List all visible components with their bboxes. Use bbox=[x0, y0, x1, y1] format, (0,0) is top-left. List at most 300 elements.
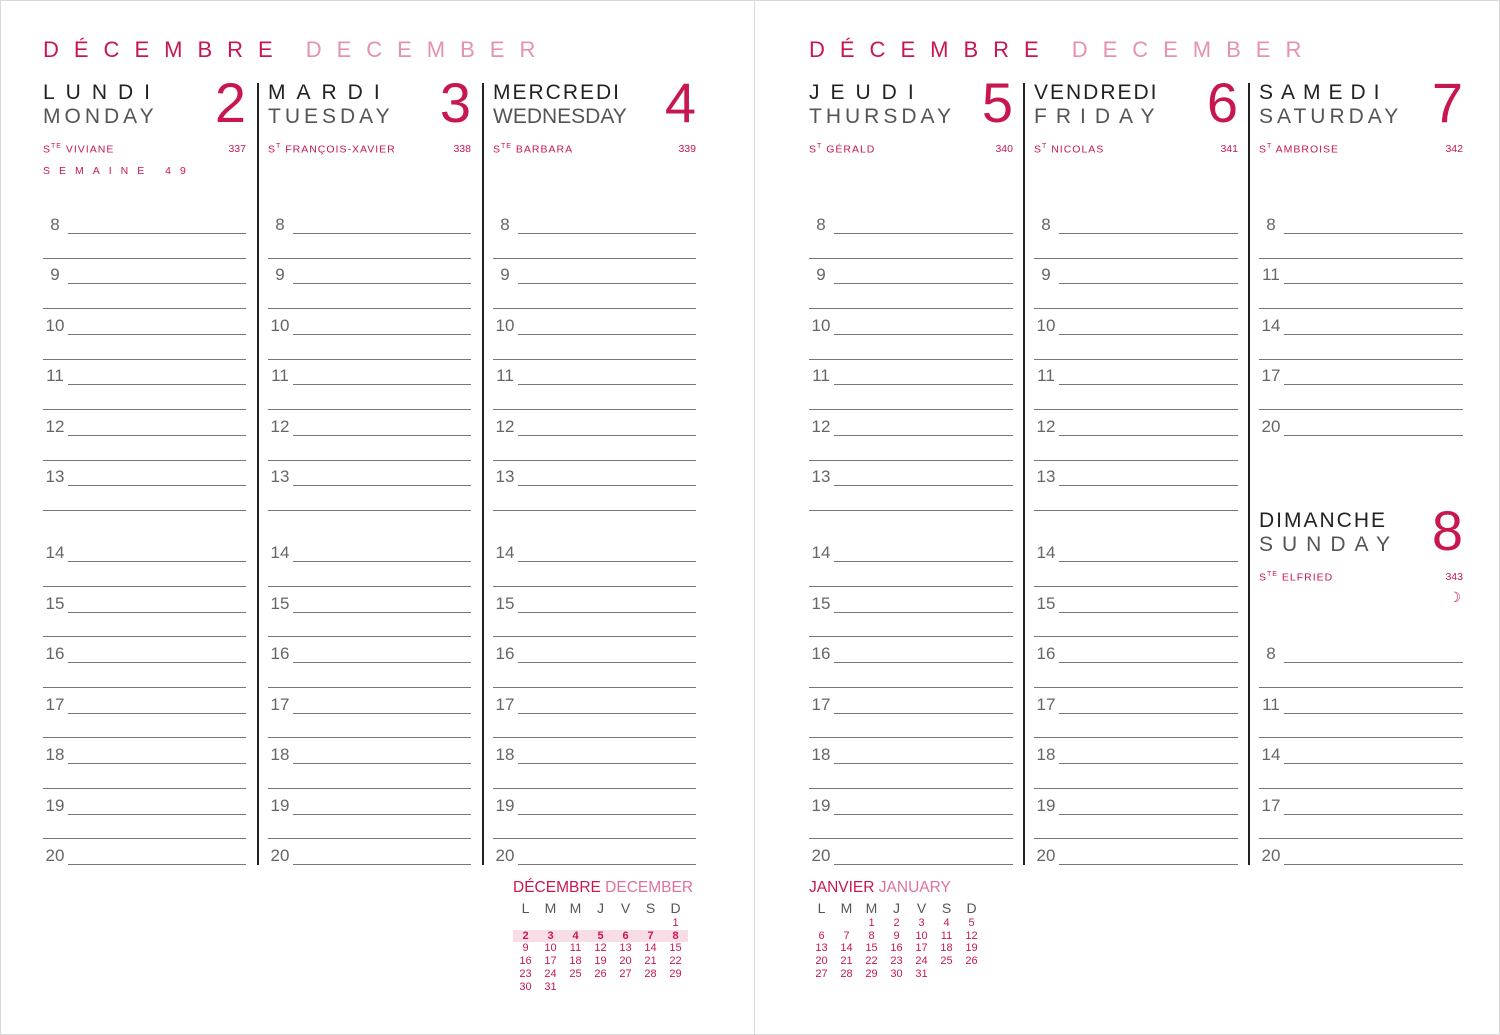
writing-line bbox=[834, 763, 1013, 764]
hour-row[interactable] bbox=[268, 588, 471, 613]
hour-row[interactable] bbox=[268, 310, 471, 335]
hour-row[interactable] bbox=[43, 840, 246, 865]
hour-row[interactable] bbox=[493, 360, 696, 385]
hour-row[interactable] bbox=[43, 310, 246, 335]
hour-row[interactable] bbox=[809, 209, 1013, 234]
hour-row[interactable] bbox=[1259, 638, 1463, 663]
weekday-header: V bbox=[916, 900, 927, 916]
calendar-day: 20 bbox=[619, 955, 632, 968]
calendar-day bbox=[638, 917, 663, 930]
writing-line bbox=[68, 612, 246, 613]
half-hour-line bbox=[1259, 788, 1463, 789]
hour-label: 14 bbox=[811, 543, 831, 562]
calendar-day: 11 bbox=[569, 942, 582, 955]
writing-line bbox=[1059, 814, 1238, 815]
hour-row[interactable] bbox=[1034, 209, 1238, 234]
hour-label: 12 bbox=[1036, 417, 1056, 436]
half-hour-line bbox=[809, 737, 1013, 738]
hour-row[interactable] bbox=[43, 537, 246, 562]
hour-row[interactable] bbox=[809, 790, 1013, 815]
calendar-day: 19 bbox=[594, 955, 607, 968]
half-hour-line bbox=[268, 838, 471, 839]
hour-label: 17 bbox=[811, 695, 831, 714]
half-hour-line bbox=[43, 687, 246, 688]
hour-row[interactable] bbox=[1034, 310, 1238, 335]
weekday-header: J bbox=[597, 900, 604, 916]
half-hour-line bbox=[268, 409, 471, 410]
hour-label: 20 bbox=[1036, 846, 1056, 865]
half-hour-line bbox=[1034, 636, 1238, 637]
half-hour-line bbox=[1034, 687, 1238, 688]
day-name-fr: SAMEDI bbox=[1259, 81, 1388, 104]
writing-line bbox=[293, 233, 471, 234]
hour-row[interactable] bbox=[268, 259, 471, 284]
calendar-day: 2 bbox=[513, 930, 538, 943]
calendar-day: 30 bbox=[890, 967, 903, 980]
day-name-fr: VENDREDI bbox=[1034, 81, 1159, 104]
hour-row[interactable] bbox=[493, 588, 696, 613]
half-hour-line bbox=[493, 586, 696, 587]
writing-line bbox=[518, 435, 696, 436]
hour-label: 8 bbox=[50, 215, 60, 234]
calendar-day: 13 bbox=[815, 942, 828, 955]
half-hour-line bbox=[43, 308, 246, 309]
writing-line bbox=[293, 561, 471, 562]
hour-label: 10 bbox=[811, 316, 831, 335]
saint-name: $S^{TE}$ VIVIANE bbox=[43, 143, 115, 156]
half-hour-line bbox=[809, 460, 1013, 461]
half-hour-line bbox=[809, 510, 1013, 511]
hour-row[interactable] bbox=[268, 739, 471, 764]
hour-row[interactable] bbox=[268, 840, 471, 865]
hour-row[interactable] bbox=[43, 411, 246, 436]
half-hour-line bbox=[1259, 409, 1463, 410]
calendar-day: 23 bbox=[519, 967, 532, 980]
day-of-year: 341 bbox=[1220, 143, 1238, 155]
half-hour-line bbox=[43, 737, 246, 738]
hour-label: 20 bbox=[270, 846, 290, 865]
half-hour-line bbox=[1034, 737, 1238, 738]
calendar-week bbox=[809, 930, 984, 943]
hour-row[interactable] bbox=[809, 638, 1013, 663]
hour-row[interactable] bbox=[268, 360, 471, 385]
hour-row[interactable] bbox=[268, 411, 471, 436]
writing-line bbox=[1284, 662, 1463, 663]
hour-label: 19 bbox=[45, 796, 65, 815]
writing-line bbox=[68, 283, 246, 284]
hour-row[interactable] bbox=[43, 259, 246, 284]
calendar-day: 10 bbox=[915, 929, 928, 942]
saint-name: $S^T$ AMBROISE bbox=[1259, 143, 1340, 156]
calendar-day: 21 bbox=[644, 955, 657, 968]
day-header-wednesday bbox=[493, 71, 696, 201]
half-hour-line bbox=[809, 359, 1013, 360]
hour-label: 20 bbox=[45, 846, 65, 865]
hour-row[interactable] bbox=[268, 790, 471, 815]
hour-row[interactable] bbox=[493, 209, 696, 234]
writing-line bbox=[1059, 334, 1238, 335]
hour-row[interactable] bbox=[43, 360, 246, 385]
day-number: 8 bbox=[1431, 499, 1463, 562]
calendar-day: 15 bbox=[669, 942, 682, 955]
hour-row[interactable] bbox=[268, 537, 471, 562]
writing-line bbox=[518, 864, 696, 865]
hour-row[interactable] bbox=[1034, 840, 1238, 865]
day-of-year: 342 bbox=[1445, 143, 1463, 155]
half-hour-line bbox=[493, 788, 696, 789]
hour-row[interactable] bbox=[809, 360, 1013, 385]
half-hour-line bbox=[493, 737, 696, 738]
writing-line bbox=[68, 233, 246, 234]
hour-row[interactable] bbox=[809, 840, 1013, 865]
half-hour-line bbox=[268, 460, 471, 461]
day-name-fr: DIMANCHE bbox=[1259, 509, 1388, 532]
hour-row[interactable] bbox=[1034, 360, 1238, 385]
hour-label: 9 bbox=[500, 265, 510, 284]
calendar-day: 7 bbox=[843, 929, 850, 942]
hour-row[interactable] bbox=[493, 461, 696, 486]
day-name-fr: JEUDI bbox=[809, 81, 925, 104]
calendar-day bbox=[834, 917, 859, 930]
hour-label: 17 bbox=[1261, 796, 1281, 815]
hour-label: 14 bbox=[45, 543, 65, 562]
calendar-day: 16 bbox=[519, 955, 532, 968]
calendar-day: 27 bbox=[619, 967, 632, 980]
hour-row[interactable] bbox=[43, 689, 246, 714]
half-hour-line bbox=[1034, 409, 1238, 410]
weekday-header: M bbox=[544, 900, 557, 916]
writing-line bbox=[834, 662, 1013, 663]
saint-name: $S^T$ GÉRALD bbox=[809, 143, 876, 156]
hour-row[interactable] bbox=[1034, 739, 1238, 764]
hour-row[interactable] bbox=[809, 411, 1013, 436]
hour-row[interactable] bbox=[1034, 411, 1238, 436]
hour-row[interactable] bbox=[1259, 360, 1463, 385]
hour-label: 18 bbox=[495, 745, 515, 764]
writing-line bbox=[834, 864, 1013, 865]
half-hour-line bbox=[1034, 460, 1238, 461]
saint-name: $S^{TE}$ ELFRIED bbox=[1259, 571, 1334, 584]
hour-row[interactable] bbox=[493, 638, 696, 663]
hour-label: 17 bbox=[495, 695, 515, 714]
saint-name: $S^{TE}$ BARBARA bbox=[493, 143, 574, 156]
calendar-day: 8 bbox=[868, 929, 875, 942]
writing-line bbox=[1059, 485, 1238, 486]
hour-label: 12 bbox=[45, 417, 65, 436]
hour-row[interactable] bbox=[43, 638, 246, 663]
day-number: 7 bbox=[1431, 71, 1463, 134]
weekday-header: L bbox=[817, 900, 826, 916]
hour-row[interactable] bbox=[1259, 790, 1463, 815]
day-name-en: MONDAY bbox=[43, 105, 158, 128]
half-hour-line bbox=[493, 687, 696, 688]
hour-row[interactable] bbox=[493, 259, 696, 284]
writing-line bbox=[518, 233, 696, 234]
weekday-header: S bbox=[941, 900, 952, 916]
hour-row[interactable] bbox=[268, 461, 471, 486]
half-hour-line bbox=[268, 510, 471, 511]
writing-line bbox=[1059, 763, 1238, 764]
writing-line bbox=[68, 662, 246, 663]
hour-label: 19 bbox=[1036, 796, 1056, 815]
half-hour-line bbox=[1034, 308, 1238, 309]
day-name-fr: MERCREDI bbox=[493, 81, 622, 104]
writing-line bbox=[834, 713, 1013, 714]
hour-row[interactable] bbox=[493, 537, 696, 562]
half-hour-line bbox=[43, 838, 246, 839]
half-hour-line bbox=[43, 409, 246, 410]
day-header-friday bbox=[1034, 71, 1238, 201]
hour-row[interactable] bbox=[493, 689, 696, 714]
hour-row[interactable] bbox=[1259, 310, 1463, 335]
column-divider bbox=[257, 83, 259, 865]
calendar-day: 12 bbox=[965, 929, 978, 942]
month-header bbox=[809, 37, 1316, 63]
half-hour-line bbox=[268, 586, 471, 587]
day-of-year: 339 bbox=[678, 143, 696, 155]
hour-row[interactable] bbox=[43, 739, 246, 764]
hour-label: 17 bbox=[270, 695, 290, 714]
calendar-day bbox=[809, 917, 834, 930]
writing-line bbox=[834, 814, 1013, 815]
hour-row[interactable] bbox=[809, 259, 1013, 284]
hour-row[interactable] bbox=[1034, 461, 1238, 486]
half-hour-line bbox=[1259, 687, 1463, 688]
writing-line bbox=[68, 485, 246, 486]
writing-line bbox=[518, 561, 696, 562]
hour-row[interactable] bbox=[493, 790, 696, 815]
hour-row[interactable] bbox=[1259, 689, 1463, 714]
half-hour-line bbox=[1034, 788, 1238, 789]
calendar-day: 28 bbox=[644, 967, 657, 980]
hour-row[interactable] bbox=[809, 310, 1013, 335]
hour-row[interactable] bbox=[809, 461, 1013, 486]
hour-row[interactable] bbox=[809, 537, 1013, 562]
hour-label: 16 bbox=[270, 644, 290, 663]
writing-line bbox=[1284, 864, 1463, 865]
hour-row[interactable] bbox=[1259, 259, 1463, 284]
writing-line bbox=[293, 713, 471, 714]
hour-label: 20 bbox=[495, 846, 515, 865]
hour-label: 8 bbox=[1266, 215, 1276, 234]
writing-line bbox=[1059, 384, 1238, 385]
calendar-day: 24 bbox=[915, 955, 928, 968]
hour-row[interactable] bbox=[809, 739, 1013, 764]
half-hour-line bbox=[1034, 258, 1238, 259]
half-hour-line bbox=[493, 460, 696, 461]
hour-row[interactable] bbox=[1259, 209, 1463, 234]
hour-label: 10 bbox=[270, 316, 290, 335]
half-hour-line bbox=[1034, 359, 1238, 360]
hour-row[interactable] bbox=[493, 411, 696, 436]
month-en: DECEMBER bbox=[305, 37, 551, 62]
hour-label: 17 bbox=[45, 695, 65, 714]
calendar-day: 29 bbox=[865, 967, 878, 980]
calendar-day: 5 bbox=[968, 917, 975, 929]
half-hour-line bbox=[493, 510, 696, 511]
writing-line bbox=[68, 814, 246, 815]
calendar-day: 13 bbox=[619, 942, 632, 955]
day-name-en: TUESDAY bbox=[268, 105, 394, 128]
hour-label: 14 bbox=[270, 543, 290, 562]
hour-row[interactable] bbox=[1259, 411, 1463, 436]
calendar-day: 14 bbox=[644, 942, 657, 955]
calendar-day: 31 bbox=[544, 980, 557, 993]
hour-row[interactable] bbox=[1259, 739, 1463, 764]
hour-row[interactable] bbox=[43, 790, 246, 815]
hour-label: 19 bbox=[811, 796, 831, 815]
calendar-day bbox=[663, 981, 688, 994]
writing-line bbox=[518, 485, 696, 486]
writing-line bbox=[1284, 435, 1463, 436]
day-of-year: 338 bbox=[453, 143, 471, 155]
hour-label: 11 bbox=[1037, 366, 1055, 385]
calendar-day: 1 bbox=[868, 917, 875, 929]
calendar-day: 4 bbox=[943, 917, 950, 929]
calendar-day: 12 bbox=[594, 942, 607, 955]
half-hour-line bbox=[43, 258, 246, 259]
mini-calendar-grid bbox=[513, 899, 688, 993]
half-hour-line bbox=[493, 359, 696, 360]
hour-label: 9 bbox=[275, 265, 285, 284]
hour-label: 11 bbox=[812, 366, 830, 385]
hour-label: 14 bbox=[1261, 316, 1281, 335]
hour-row[interactable] bbox=[268, 638, 471, 663]
hour-row[interactable] bbox=[43, 588, 246, 613]
calendar-day bbox=[513, 917, 538, 930]
day-of-year: 337 bbox=[228, 143, 246, 155]
calendar-day: 26 bbox=[594, 967, 607, 980]
hour-label: 13 bbox=[45, 467, 65, 486]
hour-row[interactable] bbox=[1034, 588, 1238, 613]
half-hour-line bbox=[493, 308, 696, 309]
calendar-day: 3 bbox=[918, 917, 925, 929]
hour-row[interactable] bbox=[43, 209, 246, 234]
hour-label: 18 bbox=[1036, 745, 1056, 764]
day-header-thursday bbox=[809, 71, 1013, 201]
hour-row[interactable] bbox=[268, 209, 471, 234]
calendar-day: 2 bbox=[893, 917, 900, 929]
writing-line bbox=[68, 713, 246, 714]
hour-row[interactable] bbox=[1259, 840, 1463, 865]
calendar-day bbox=[588, 981, 613, 994]
calendar-week bbox=[809, 942, 984, 955]
day-of-year: 340 bbox=[995, 143, 1013, 155]
writing-line bbox=[293, 662, 471, 663]
writing-line bbox=[293, 384, 471, 385]
hour-label: 20 bbox=[811, 846, 831, 865]
hour-row[interactable] bbox=[268, 689, 471, 714]
hour-label: 11 bbox=[46, 366, 64, 385]
half-hour-line bbox=[1259, 838, 1463, 839]
calendar-day: 21 bbox=[840, 955, 853, 968]
hour-label: 19 bbox=[270, 796, 290, 815]
hour-row[interactable] bbox=[1034, 689, 1238, 714]
writing-line bbox=[518, 334, 696, 335]
hour-label: 18 bbox=[270, 745, 290, 764]
calendar-day: 19 bbox=[965, 942, 978, 955]
weekday-header: M bbox=[865, 900, 878, 916]
writing-line bbox=[834, 384, 1013, 385]
hour-row[interactable] bbox=[493, 739, 696, 764]
half-hour-line bbox=[809, 838, 1013, 839]
day-name-en: WEDNESDAY bbox=[493, 105, 627, 128]
month-en: DECEMBER bbox=[1071, 37, 1317, 62]
hour-label: 18 bbox=[45, 745, 65, 764]
writing-line bbox=[1059, 561, 1238, 562]
hour-row[interactable] bbox=[493, 840, 696, 865]
calendar-day: 25 bbox=[940, 955, 953, 968]
writing-line bbox=[518, 662, 696, 663]
hour-row[interactable] bbox=[809, 588, 1013, 613]
hour-row[interactable] bbox=[1034, 638, 1238, 663]
writing-line bbox=[1059, 713, 1238, 714]
writing-line bbox=[834, 561, 1013, 562]
writing-line bbox=[293, 485, 471, 486]
day-name-fr: LUNDI bbox=[43, 81, 162, 104]
half-hour-line bbox=[1034, 510, 1238, 511]
writing-line bbox=[293, 864, 471, 865]
hour-label: 12 bbox=[811, 417, 831, 436]
hour-row[interactable] bbox=[493, 310, 696, 335]
writing-line bbox=[518, 283, 696, 284]
hour-row[interactable] bbox=[1034, 790, 1238, 815]
hour-label: 10 bbox=[45, 316, 65, 335]
half-hour-line bbox=[1259, 258, 1463, 259]
hour-label: 16 bbox=[1036, 644, 1056, 663]
writing-line bbox=[1284, 814, 1463, 815]
half-hour-line bbox=[268, 359, 471, 360]
day-header-tuesday bbox=[268, 71, 471, 201]
hour-label: 14 bbox=[1036, 543, 1056, 562]
day-name-en: SUNDAY bbox=[1259, 533, 1399, 556]
hour-row[interactable] bbox=[1034, 537, 1238, 562]
hour-row[interactable] bbox=[809, 689, 1013, 714]
day-header-saturday bbox=[1259, 71, 1463, 201]
writing-line bbox=[1059, 864, 1238, 865]
hour-label: 10 bbox=[495, 316, 515, 335]
calendar-day: 31 bbox=[915, 967, 928, 980]
hour-label: 8 bbox=[500, 215, 510, 234]
hour-label: 11 bbox=[1262, 265, 1280, 284]
half-hour-line bbox=[268, 258, 471, 259]
hour-row[interactable] bbox=[43, 461, 246, 486]
calendar-week bbox=[513, 981, 688, 994]
writing-line bbox=[293, 763, 471, 764]
hour-label: 20 bbox=[1261, 846, 1281, 865]
writing-line bbox=[68, 763, 246, 764]
calendar-week bbox=[513, 968, 688, 981]
calendar-day: 4 bbox=[563, 930, 588, 943]
weekday-header: S bbox=[645, 900, 656, 916]
writing-line bbox=[68, 864, 246, 865]
calendar-day: 29 bbox=[669, 967, 682, 980]
day-number: 5 bbox=[981, 71, 1013, 134]
day-name-en: SATURDAY bbox=[1259, 105, 1403, 128]
weekday-header: J bbox=[893, 900, 900, 916]
hour-row[interactable] bbox=[1034, 259, 1238, 284]
calendar-day bbox=[934, 968, 959, 981]
hour-label: 14 bbox=[1261, 745, 1281, 764]
half-hour-line bbox=[809, 409, 1013, 410]
half-hour-line bbox=[43, 636, 246, 637]
hour-label: 9 bbox=[816, 265, 826, 284]
mini-calendar-title: JANVIER JANUARY bbox=[809, 879, 951, 896]
calendar-day: 9 bbox=[893, 929, 900, 942]
hour-label: 13 bbox=[1036, 467, 1056, 486]
hour-label: 8 bbox=[275, 215, 285, 234]
half-hour-line bbox=[809, 788, 1013, 789]
